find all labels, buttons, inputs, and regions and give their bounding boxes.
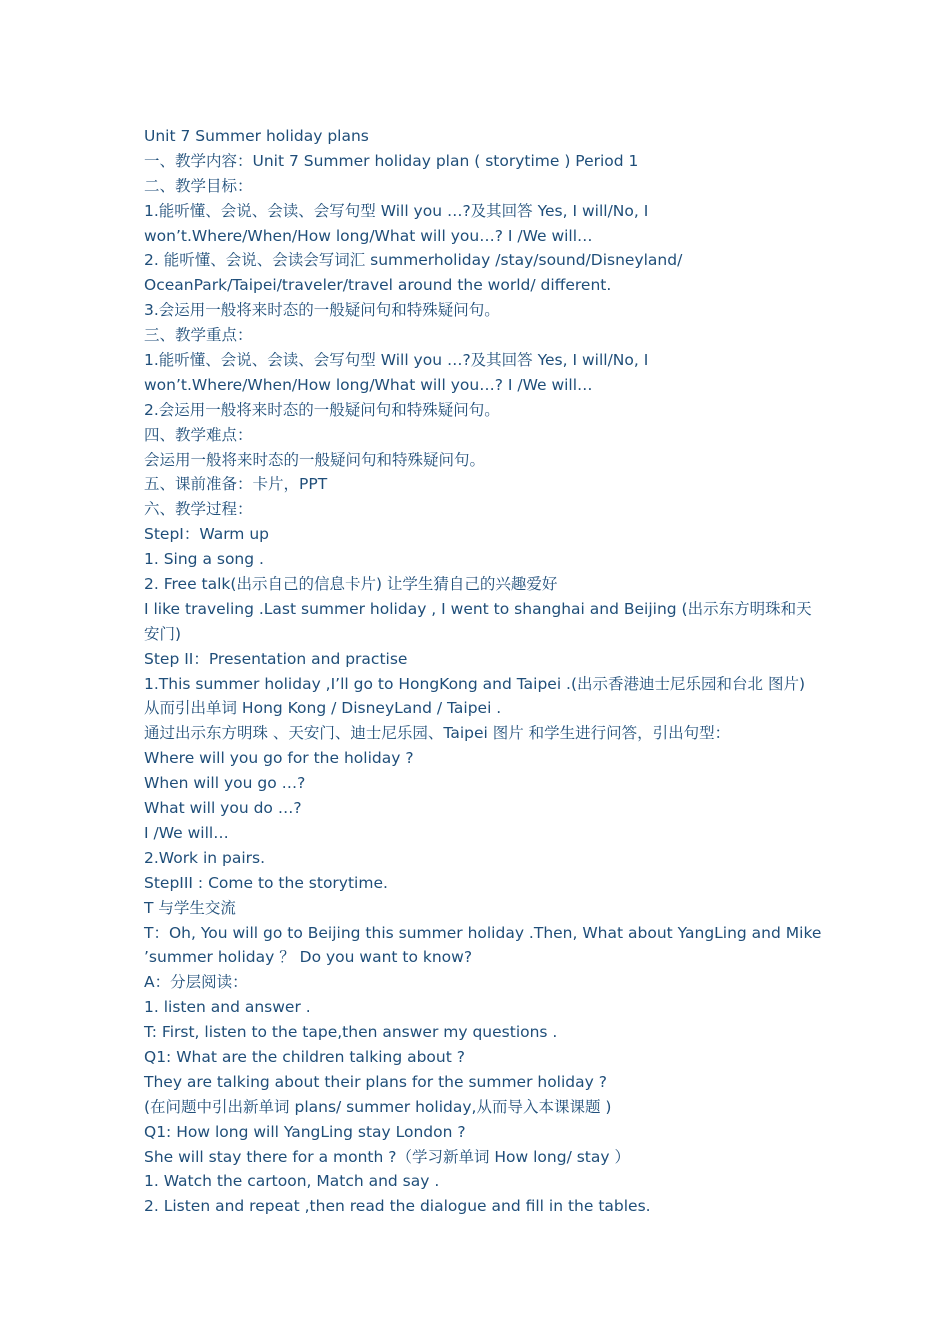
text-line: ’summer holiday ？ Do you want to know?	[144, 948, 473, 967]
teaching-content: 一、教学内容：Unit 7 Summer holiday plan ( storytime ) Period 1	[144, 151, 639, 170]
text-line: 2. Listen and repeat ,then read the dialogue and fill in the tables.	[144, 1197, 651, 1216]
document-body	[144, 124, 824, 1219]
text-line: Q1: How long will YangLing stay London ?	[144, 1122, 466, 1141]
text-line: T 与学生交流	[144, 898, 236, 917]
step-heading: Step II：Presentation and practise	[144, 649, 408, 668]
section-heading-difficulties: 四、教学难点：	[144, 425, 253, 444]
text-line: 安门)	[144, 624, 182, 643]
doc-title: Unit 7 Summer holiday plans	[144, 127, 369, 145]
text-line: 1. Sing a song .	[144, 550, 264, 569]
text-line: 2.会运用一般将来时态的一般疑问句和特殊疑问句。	[144, 400, 500, 419]
text-line: They are talking about their plans for the summer holiday ?	[144, 1072, 607, 1091]
section-heading-objectives: 二、教学目标：	[144, 176, 253, 195]
text-line: 3.会运用一般将来时态的一般疑问句和特殊疑问句。	[144, 301, 500, 320]
text-line: 1.能听懂、会说、会读、会写句型 Will you …?及其回答 Yes, I will/No, I	[144, 201, 649, 220]
text-line: 2. 能听懂、会说、会读会写词汇 summerholiday /stay/sound/Disneyland/	[144, 251, 683, 270]
text-line: 会运用一般将来时态的一般疑问句和特殊疑问句。	[144, 450, 486, 469]
text-line: She will stay there for a month ?（学习新单词 How long/ stay ）	[144, 1147, 630, 1166]
step-heading: StepIII : Come to the storytime.	[144, 873, 388, 892]
text-line: 2.Work in pairs.	[144, 848, 266, 867]
text-line: What will you do …?	[144, 799, 302, 818]
section-heading-process: 六、教学过程：	[144, 500, 253, 519]
section-heading-key-points: 三、教学重点：	[144, 326, 253, 345]
text-line: I like traveling .Last summer holiday , I went to shanghai and Beijing (出示东方明珠和天	[144, 599, 812, 618]
text-line: Where will you go for the holiday ?	[144, 749, 414, 768]
text-line: 1. listen and answer .	[144, 998, 311, 1017]
text-line: Q1: What are the children talking about ?	[144, 1047, 465, 1066]
text-line: 2. Free talk(出示自己的信息卡片) 让学生猜自己的兴趣爱好	[144, 575, 558, 594]
text-line: 1. Watch the cartoon, Match and say .	[144, 1172, 440, 1191]
text-line: A：分层阅读：	[144, 973, 248, 992]
text-line: When will you go …?	[144, 774, 306, 793]
step-heading: StepI：Warm up	[144, 525, 269, 544]
text-line: OceanPark/Taipei/traveler/travel around the world/ different.	[144, 276, 612, 295]
text-line: won’t.Where/When/How long/What will you…? I /We will…	[144, 375, 593, 394]
text-line: 从而引出单词 Hong Kong / DisneyLand / Taipei .	[144, 699, 502, 718]
text-line: 通过出示东方明珠 、天安门、迪士尼乐园、Taipei 图片 和学生进行问答，引出句型：	[144, 724, 731, 743]
text-line: (在问题中引出新单词 plans/ summer holiday,从而导入本课课题 )	[144, 1097, 612, 1116]
text-line: T: First, listen to the tape,then answer my questions .	[144, 1023, 558, 1042]
text-line: 1.This summer holiday ,I’ll go to HongKong and Taipei .(出示香港迪士尼乐园和台北 图片)	[144, 674, 805, 693]
text-line: I /We will…	[144, 823, 229, 842]
section-heading-preparation: 五、课前准备：卡片，PPT	[144, 475, 328, 494]
text-line: 1.能听懂、会说、会读、会写句型 Will you …?及其回答 Yes, I will/No, I	[144, 351, 649, 370]
text-line: won’t.Where/When/How long/What will you…? I /We will…	[144, 226, 593, 245]
text-line: T：Oh, You will go to Beijing this summer holiday .Then, What about YangLing and Mike	[144, 923, 822, 942]
